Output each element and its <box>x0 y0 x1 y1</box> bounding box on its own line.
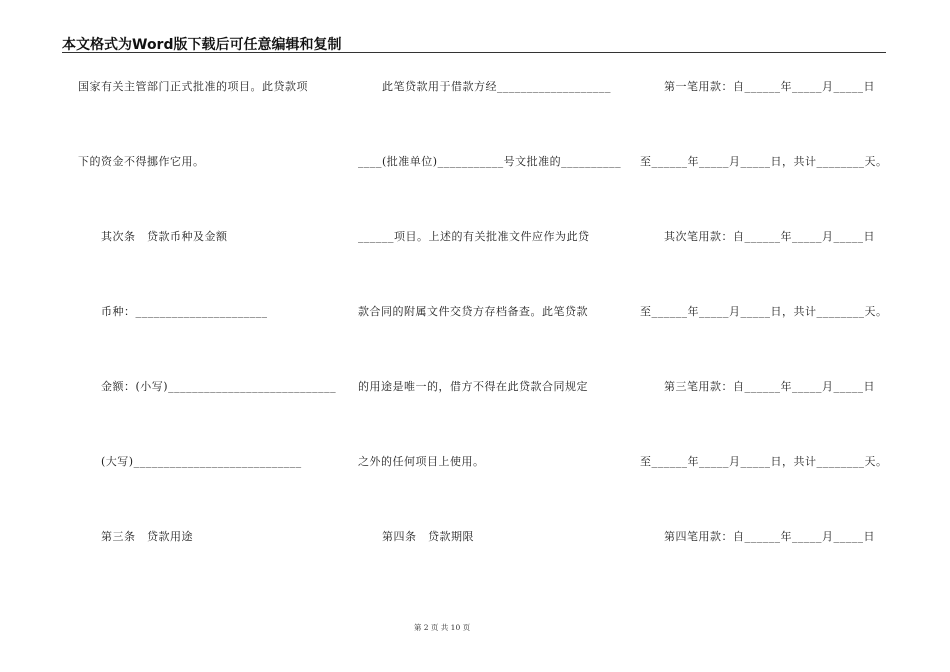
middle-line-4: 款合同的附属文件交贷方存档备查。此笔贷款 <box>358 305 588 318</box>
middle-line-6: 之外的任何项目上使用。 <box>358 455 485 468</box>
left-line-3: 其次条 贷款币种及金额 <box>101 230 228 243</box>
middle-line-3: ______项目。上述的有关批准文件应作为此贷 <box>358 230 590 243</box>
right-line-4: 至______年_____月_____日，共计________天。 <box>640 305 888 318</box>
middle-line-1: 此笔贷款用于借款方经___________________ <box>382 80 611 93</box>
left-line-4: 币种：______________________ <box>101 305 268 318</box>
right-line-1: 第一笔用款：自______年_____月_____日 <box>664 80 875 93</box>
header-title: 本文格式为Word版下载后可任意编辑和复制 <box>62 37 342 53</box>
left-line-7: 第三条 贷款用途 <box>101 530 193 543</box>
right-line-5: 第三笔用款：自______年_____月_____日 <box>664 380 875 393</box>
left-line-2: 下的资金不得挪作它用。 <box>78 155 205 168</box>
left-line-6: (大写)____________________________ <box>101 455 302 468</box>
middle-line-5: 的用途是唯一的，借方不得在此贷款合同规定 <box>358 380 588 393</box>
right-line-3: 其次笔用款：自______年_____月_____日 <box>664 230 875 243</box>
right-line-2: 至______年_____月_____日，共计________天。 <box>640 155 888 168</box>
middle-line-7: 第四条 贷款期限 <box>382 530 474 543</box>
header-divider <box>62 52 886 53</box>
right-line-6: 至______年_____月_____日，共计________天。 <box>640 455 888 468</box>
left-line-1: 国家有关主管部门正式批准的项目。此贷款项 <box>78 80 308 93</box>
left-line-5: 金额：(小写)____________________________ <box>101 380 337 393</box>
page-number: 第 2 页 共 10 页 <box>413 623 471 632</box>
right-line-7: 第四笔用款：自______年_____月_____日 <box>664 530 875 543</box>
middle-line-2: ____(批准单位)___________号文批准的__________ <box>358 155 622 168</box>
